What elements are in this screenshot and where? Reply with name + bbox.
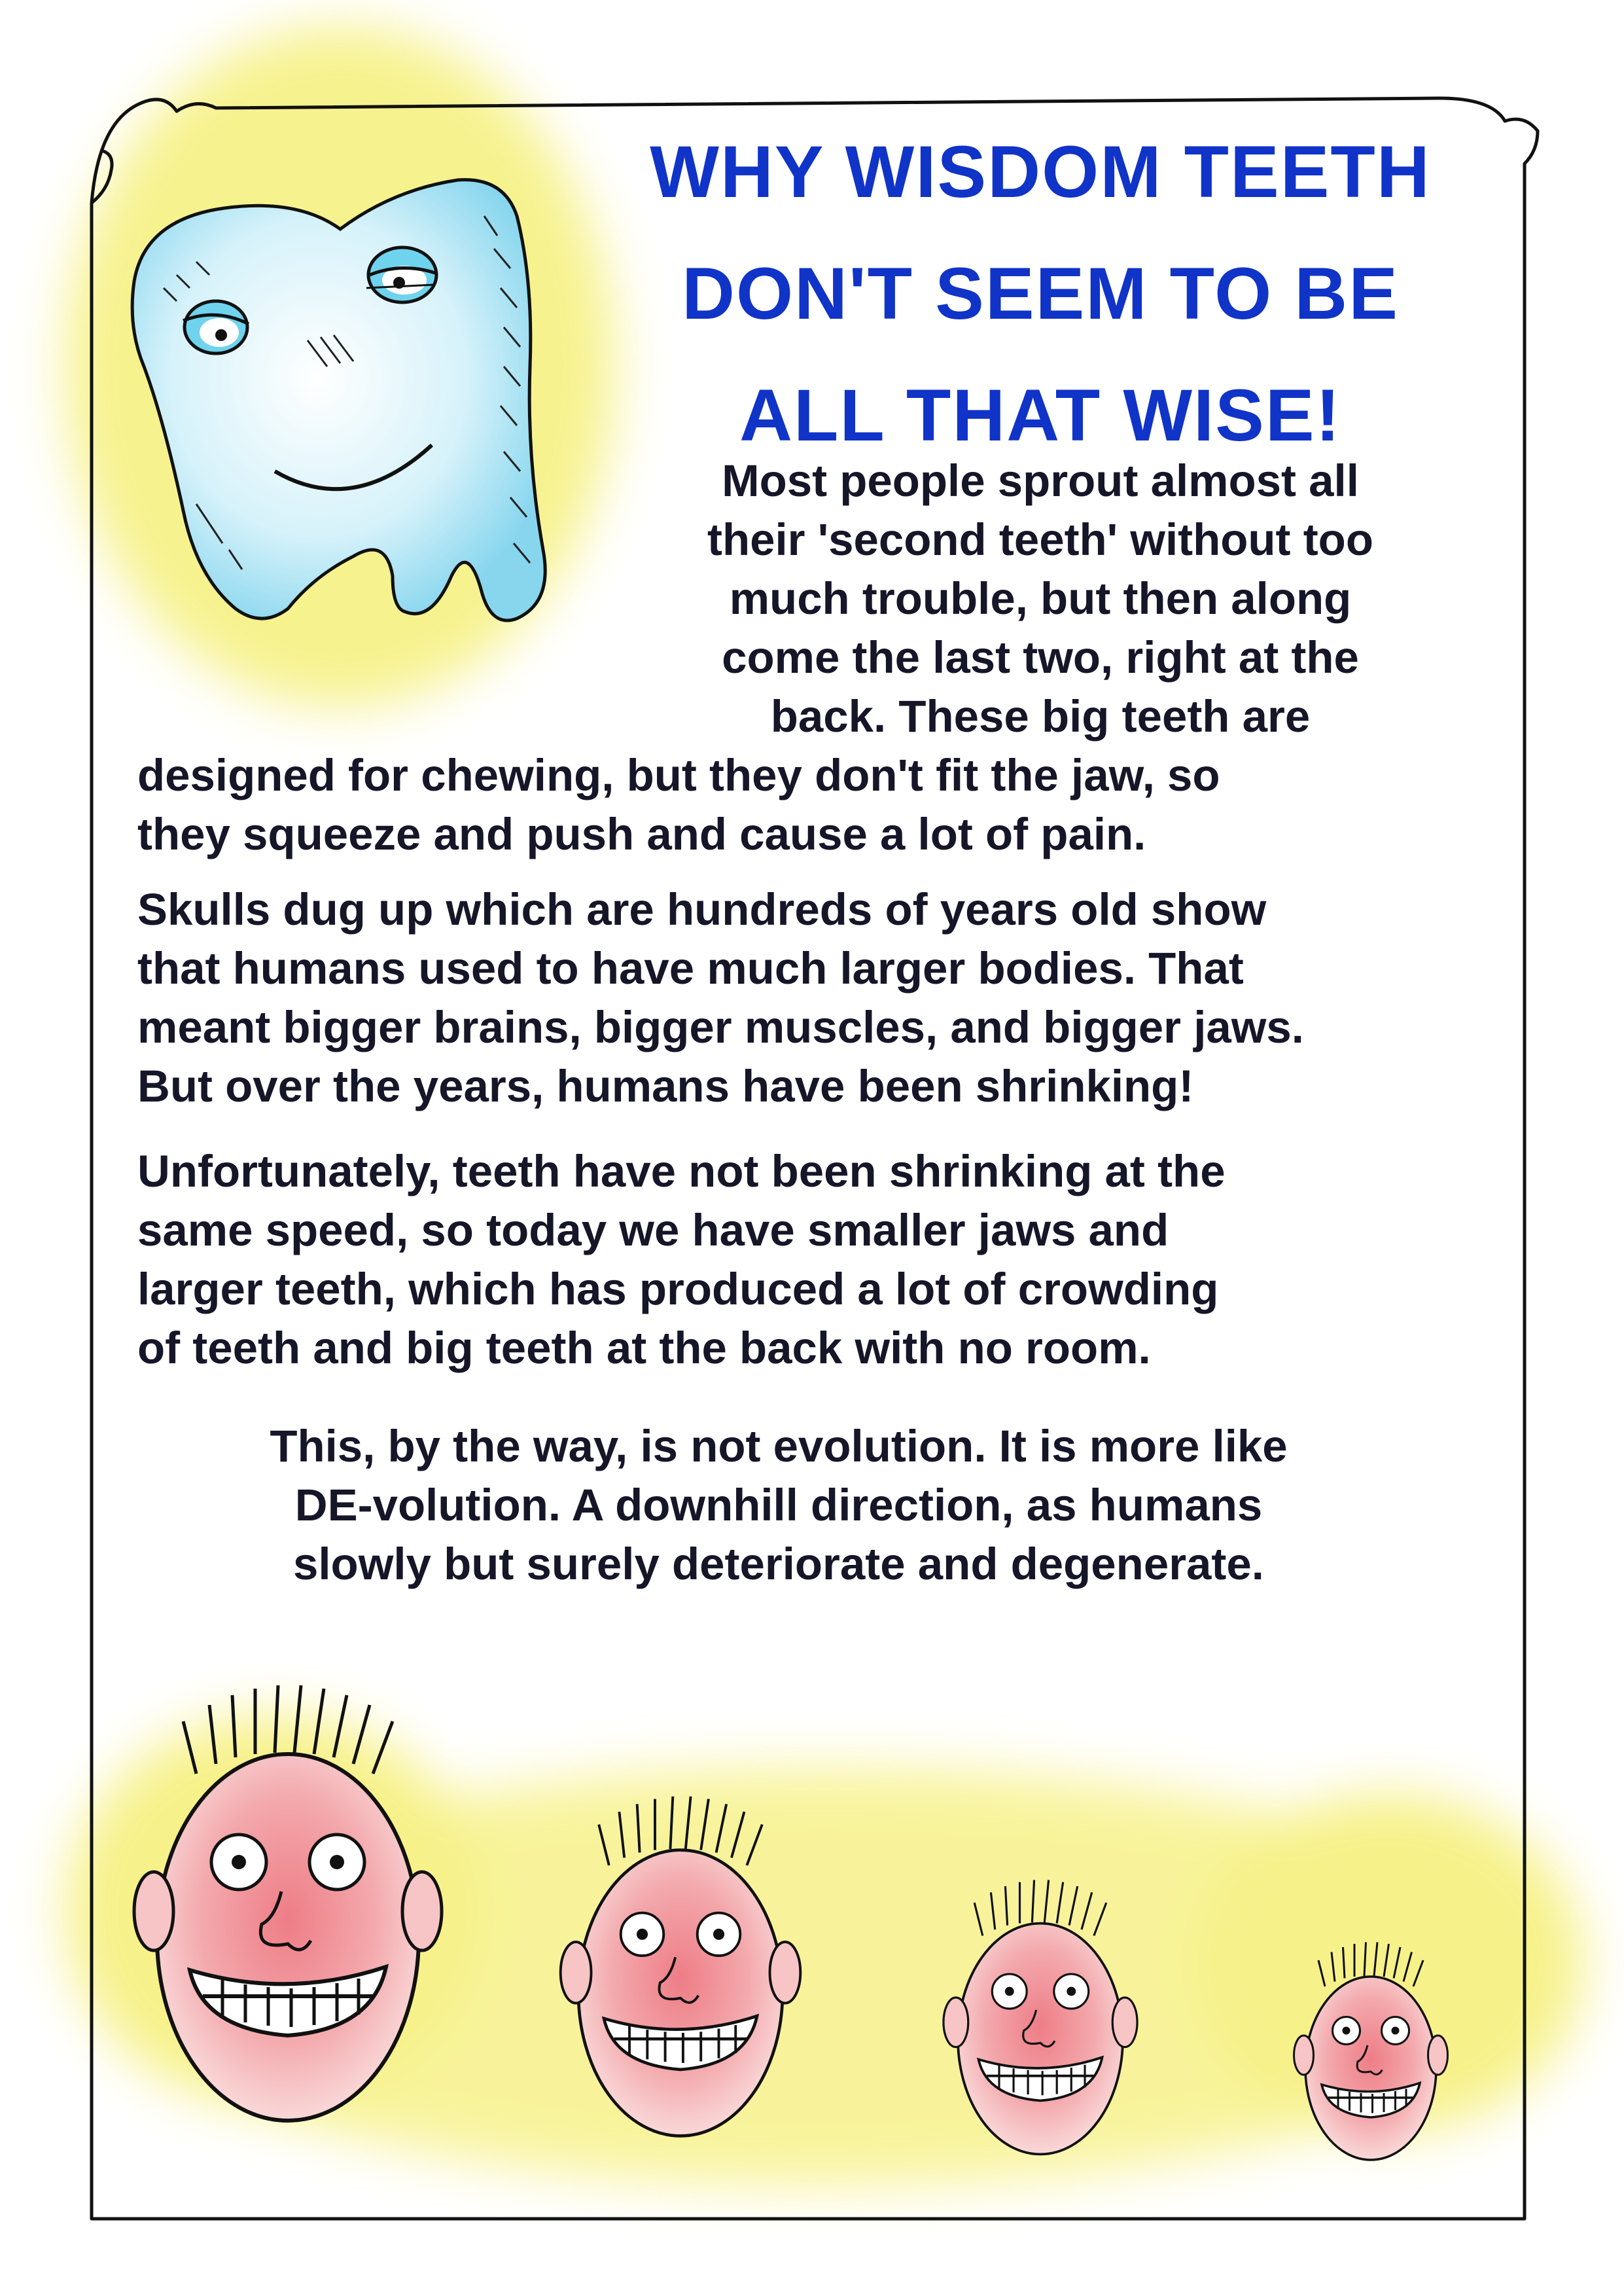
paragraph-line: designed for chewing, but they don't fit the jaw, so [137,750,1220,800]
page-title [550,111,1531,476]
paragraph-2 [137,880,1304,1116]
paragraph-line: their 'second teeth' without too [707,514,1373,565]
paragraph-line: Most people sprout almost all [722,456,1359,506]
paragraph-line: same speed, so today we have smaller jaws and [137,1205,1169,1255]
paragraph-line: But over the years, humans have been shrinking! [137,1061,1194,1111]
paragraph-line: larger teeth, which has produced a lot of crowding [137,1264,1219,1314]
paragraph-line: Skulls dug up which are hundreds of years old show [137,884,1267,935]
paragraph-1-intro [628,452,1453,746]
paragraph-line: back. These big teeth are [770,691,1311,742]
paragraph-line: much trouble, but then along [729,573,1352,624]
paragraph-4-conclusion [157,1417,1400,1594]
title-line-3: ALL THAT WISE! [739,374,1341,456]
paragraph-line: slowly but surely deteriorate and degenerate. [293,1539,1264,1589]
paragraph-line: Unfortunately, teeth have not been shrinking at the [137,1146,1226,1196]
title-line-2: DON'T SEEM TO BE [682,253,1399,334]
paragraph-line: come the last two, right at the [722,632,1359,683]
paragraph-line: that humans used to have much larger bodies. That [137,943,1244,994]
paragraph-line: This, by the way, is not evolution. It is more like [270,1421,1288,1471]
title-line-1: WHY WISDOM TEETH [650,131,1431,213]
paragraph-line: they squeeze and push and cause a lot of pain. [137,809,1146,859]
paragraph-line: DE-volution. A downhill direction, as humans [294,1480,1263,1530]
paragraph-3 [137,1142,1226,1378]
paragraph-line: of teeth and big teeth at the back with no room. [137,1323,1151,1373]
paragraph-line: meant bigger brains, bigger muscles, and bigger jaws. [137,1002,1304,1052]
paragraph-1-continued [137,746,1220,864]
